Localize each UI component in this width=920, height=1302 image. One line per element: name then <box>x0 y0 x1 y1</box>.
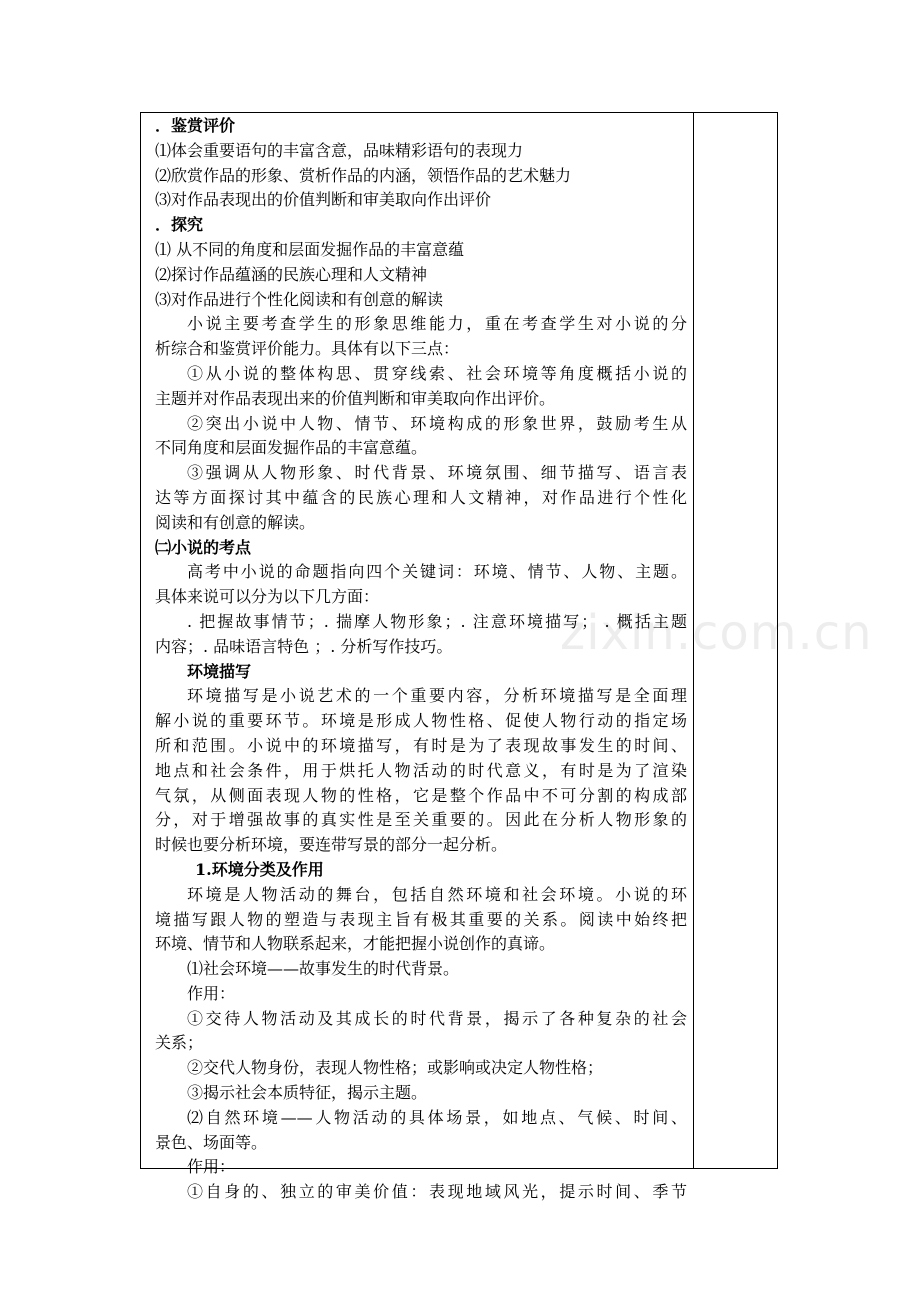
text-line: ⑶对作品进行个性化阅读和有创意的解读 <box>155 289 444 309</box>
text-line: 内容；. 品味语言特色 ；. 分析写作技巧。 <box>155 636 453 656</box>
text-line: 分，对于增强故事的真实性是至关重要的。因此在分析人物形象的 <box>155 810 687 830</box>
text-line: 作用： <box>187 983 236 1003</box>
document-body <box>155 114 687 1205</box>
text-line: ②交代人物身份，表现人物性格；或影响或决定人物性格； <box>187 1058 604 1078</box>
text-line: 环境是人物活动的舞台，包括自然环境和社会环境。小说的环 <box>187 884 687 904</box>
text-line: 景色、场面等。 <box>155 1132 268 1152</box>
text-line: 主题并对作品表现出来的价值判断和审美取向作出评价。 <box>155 388 556 408</box>
text-line: ⑵探讨作品蕴涵的民族心理和人文精神 <box>155 264 428 284</box>
text-line: 阅读和有创意的解读。 <box>155 512 316 532</box>
text-line: ⑵自然环境——人物活动的具体场景，如地点、气候、时间、 <box>187 1107 687 1127</box>
text-line: 气氛，从侧面表现人物的性格，它是整个作品中不可分割的构成部 <box>155 785 687 805</box>
text-line: 环境描写是小说艺术的一个重要内容，分析环境描写是全面理 <box>187 686 687 706</box>
text-line: ③揭示社会本质特征，揭示主题。 <box>187 1083 428 1103</box>
watermark: zixin.com.cn <box>560 605 873 661</box>
text-line: 地点和社会条件，用于烘托人物活动的时代意义，有时是为了渲染 <box>155 760 687 780</box>
text-line: 所和范围。小说中的环境描写，有时是为了表现故事发生的时间、 <box>155 735 687 755</box>
text-line: ．探究 <box>155 215 204 235</box>
text-line: ①从小说的整体构思、贯穿线索、社会环境等角度概括小说的 <box>187 363 687 383</box>
text-line: ⑴社会环境——故事发生的时代背景。 <box>187 959 460 979</box>
text-line: ⑵欣赏作品的形象、赏析作品的内涵，领悟作品的艺术魅力 <box>155 165 572 185</box>
text-line: 达等方面探讨其中蕴含的民族心理和人文精神，对作品进行个性化 <box>155 487 687 507</box>
text-line: ①自身的、独立的审美价值：表现地域风光，提示时间、季节 <box>187 1182 687 1202</box>
text-line: 境描写跟人物的塑造与表现主旨有极其重要的关系。阅读中始终把 <box>155 909 687 929</box>
text-line: 1.环境分类及作用 <box>195 859 324 879</box>
text-line: . 把握故事情节；. 揣摩人物形象；. 注意环境描写； . 概括主题 <box>187 611 687 631</box>
text-line: ⑴ 从不同的角度和层面发掘作品的丰富意蕴 <box>155 239 465 259</box>
text-line: ②突出小说中人物、情节、环境构成的形象世界，鼓励考生从 <box>187 413 687 433</box>
text-line: 环境、情节和人物联系起来，才能把握小说创作的真谛。 <box>155 934 556 954</box>
text-line: ③强调从人物形象、时代背景、环境氛围、细节描写、语言表 <box>187 463 687 483</box>
text-line: ．鉴赏评价 <box>155 116 236 135</box>
text-line: 析综合和鉴赏评价能力。具体有以下三点： <box>155 339 460 359</box>
text-line: 小说主要考查学生的形象思维能力，重在考查学生对小说的分 <box>187 314 687 334</box>
text-line: 具体来说可以分为以下几方面： <box>155 587 380 607</box>
text-line: 解小说的重要环节。环境是形成人物性格、促使人物行动的指定场 <box>155 711 687 731</box>
text-line: ①交待人物活动及其成长的时代背景，揭示了各种复杂的社会 <box>187 1008 687 1028</box>
text-line: 时候也要分析环境，要连带写景的部分一起分析。 <box>155 835 508 855</box>
text-line: 关系； <box>155 1033 204 1053</box>
text-line: ⑴体会重要语句的丰富含意，品味精彩语句的表现力 <box>155 140 524 160</box>
text-line: 环境描写 <box>187 661 252 681</box>
text-line: 作用： <box>187 1157 236 1177</box>
text-line: ㈡小说的考点 <box>155 537 252 557</box>
text-line: ⑶对作品表现出的价值判断和审美取向作出评价 <box>155 190 492 210</box>
text-line: 不同角度和层面发掘作品的丰富意蕴。 <box>155 438 428 458</box>
text-line: 高考中小说的命题指向四个关键词：环境、情节、人物、主题。 <box>187 562 687 582</box>
